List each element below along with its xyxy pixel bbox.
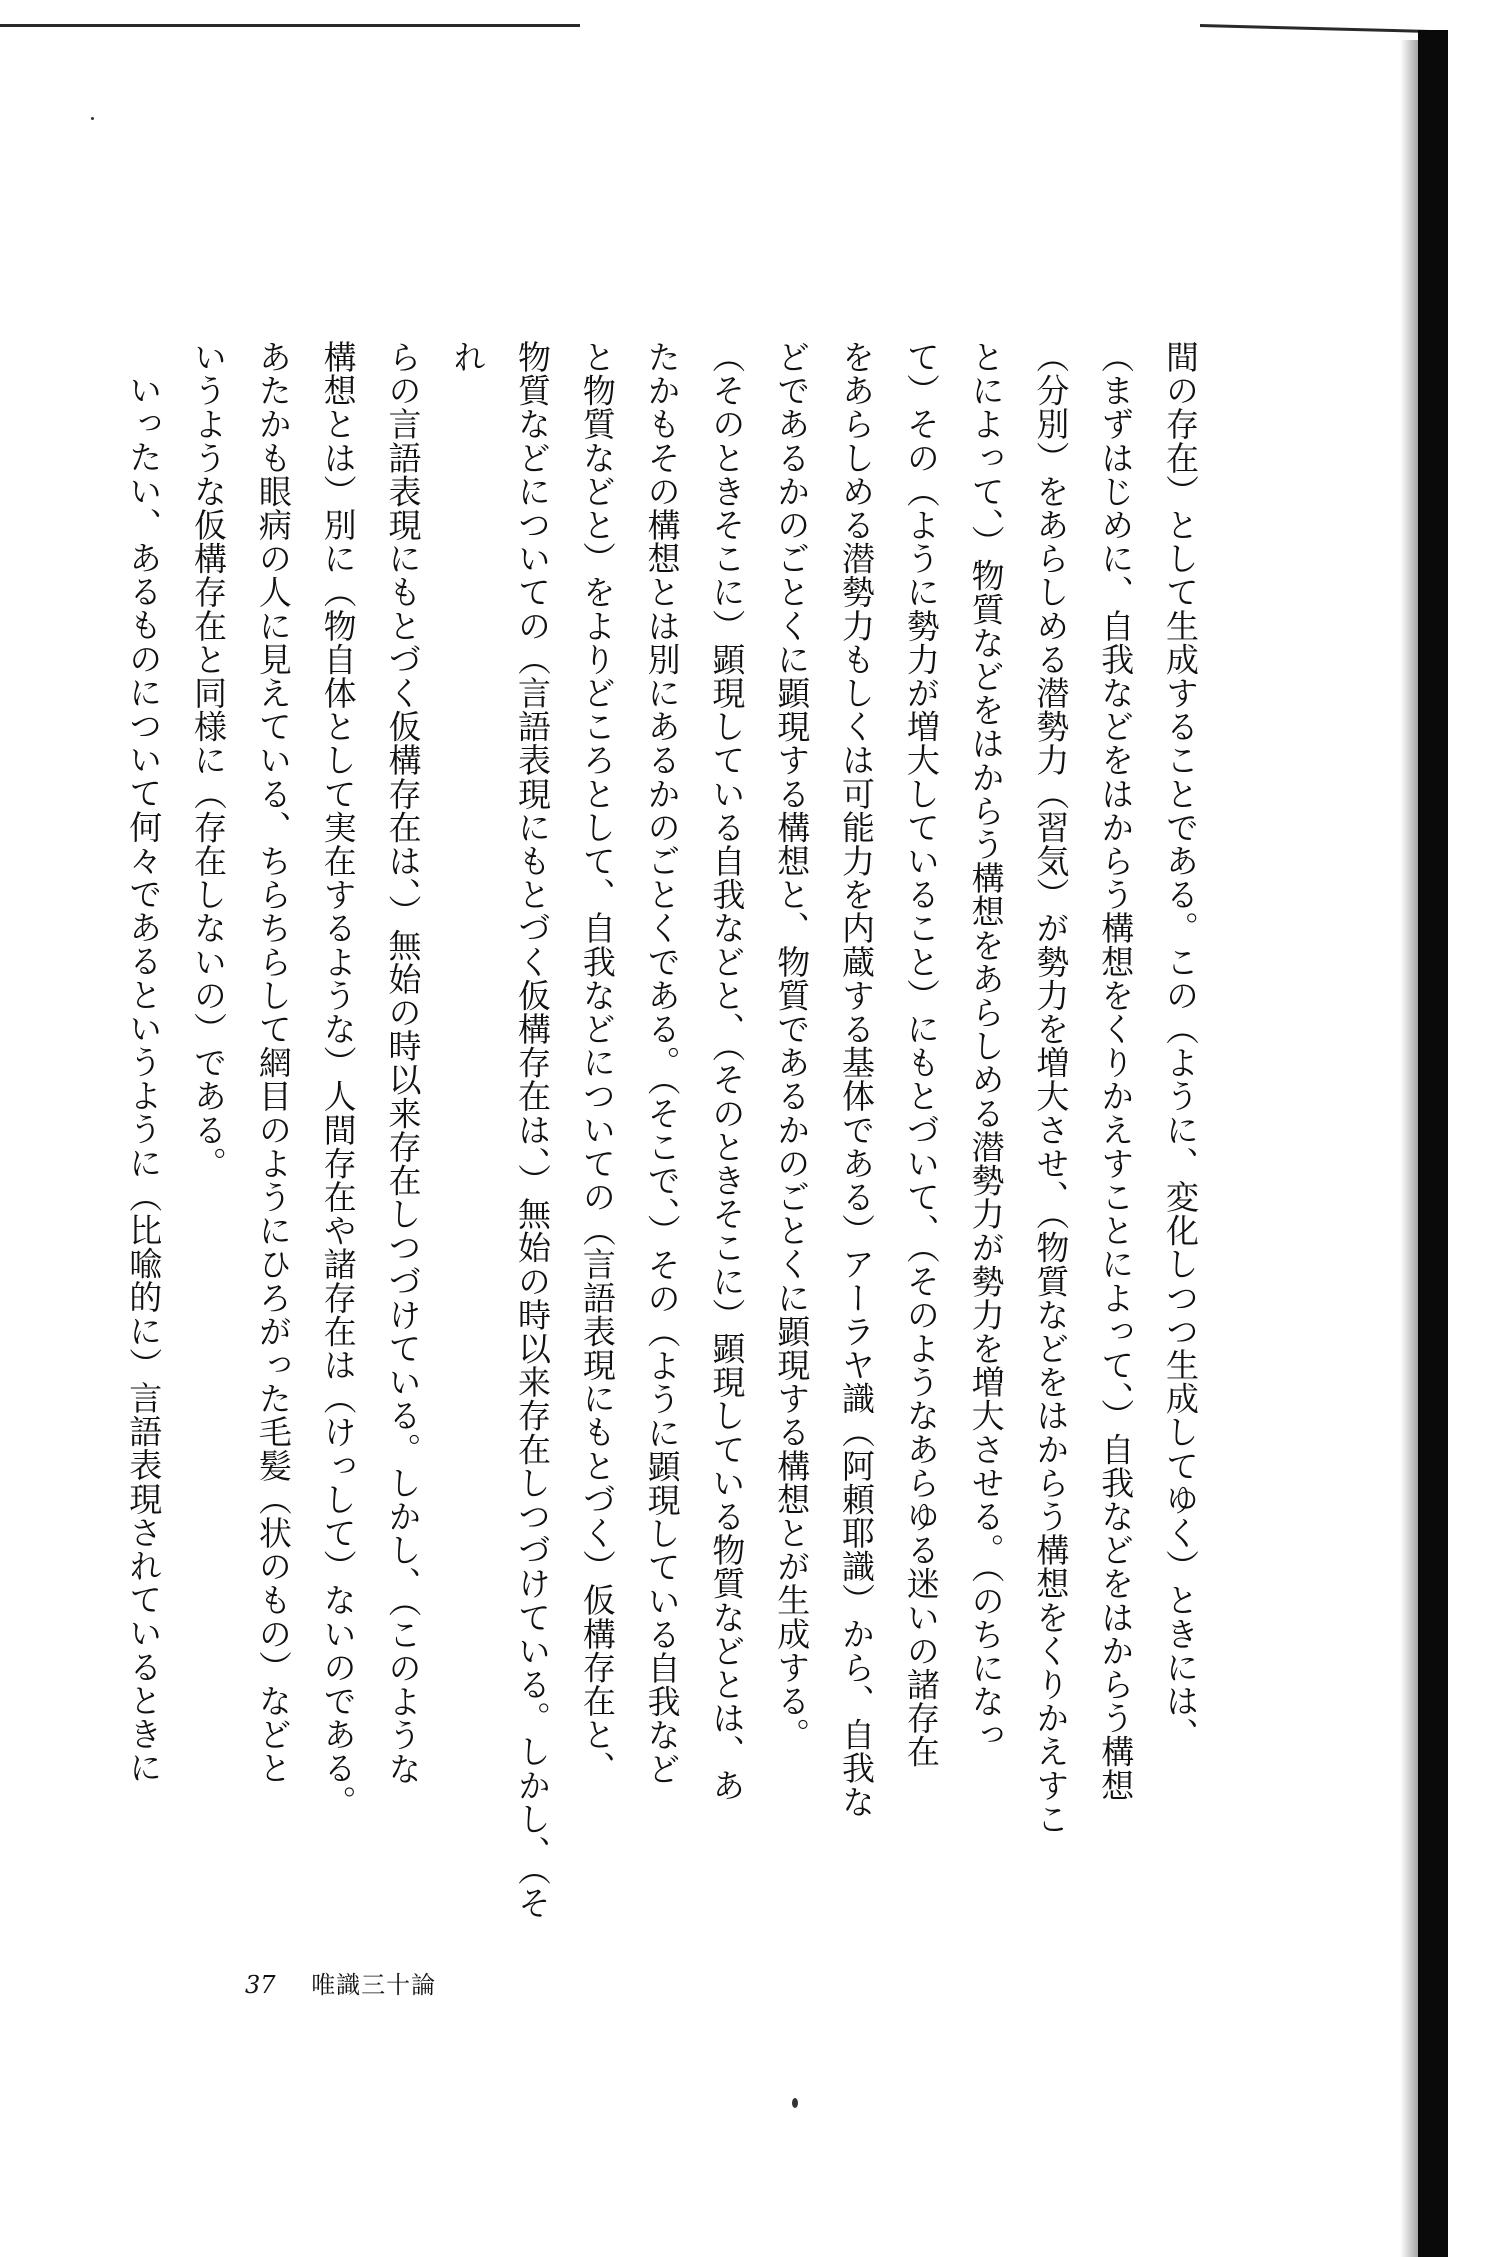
text-line: （そのときそこに）顕現している自我などと、（そのときそこに）顕現している物質などとは、あ	[707, 340, 747, 1802]
text-line: （まずはじめに、自我などをはからう構想をくりかえすことによって、）自我などをはからう構想	[1096, 340, 1136, 1802]
binding-edge	[1418, 30, 1448, 2257]
text-line: をあらしめる潜勢力もしくは可能力を内蔵する基体である）アーラヤ識（阿頼耶識）から、自我な	[837, 340, 877, 1819]
page-footer	[245, 1965, 436, 2000]
page-number: 37	[245, 1971, 276, 1999]
text-line: と物質などと）をよりどころとして、自我などについての（言語表現にもとづく）仮構存在と、	[577, 340, 617, 1785]
text-line: 物質などについての（言語表現にもとづく仮構存在は、）無始の時以来存在しつづけている。しかし、（それ	[448, 340, 553, 1920]
text-line: あたかも眼病の人に見えている、ちらちらして網目のようにひろがった毛髪（状のもの）などと	[253, 340, 293, 1785]
text-line: とによって、）物質などをはからう構想をあらしめる潜勢力が勢力を増大させる。（のちになっ	[966, 340, 1006, 1752]
ink-speck	[91, 117, 94, 120]
book-title: 唯識三十論	[311, 1971, 437, 1999]
ink-speck	[792, 2098, 798, 2108]
text-line: （分別）をあらしめる潜勢力（習気）が勢力を増大させ、（物質などをはからう構想をくりかえすこ	[1031, 340, 1071, 1836]
text-line: いうような仮構存在と同様に（存在しないの）である。	[189, 340, 229, 1180]
text-line: いったい、あるものについて何々であるというように（比喩的に）言語表現されているときに	[124, 373, 164, 1785]
text-line: 間の存在）として生成することである。この（ように、変化しつつ生成してゆく）ときには、	[1161, 340, 1200, 1752]
text-line: て）その（ように勢力が増大していること）にもとづいて、（そのようなあらゆる迷いの諸存在	[901, 340, 941, 1769]
text-line: らの言語表現にもとづく仮構存在は、）無始の時以来存在しつづけている。しかし、（このような	[383, 340, 423, 1786]
binding-shadow	[1400, 40, 1418, 2257]
top-rule	[0, 24, 580, 27]
text-line: どであるかのごとくに顕現する構想と、物質であるかのごとくに顕現する構想とが生成する。	[772, 340, 812, 1752]
text-line: 構想とは）別に（物自体として実在するような）人間存在や諸存在は（けっして）ないのである。	[318, 340, 358, 1819]
top-rule-right	[1200, 24, 1440, 33]
vertical-text-block	[110, 340, 1212, 1940]
text-line: たかもその構想とは別にあるかのごとくである。（そこで、）その（ように顕現している自我など	[642, 340, 682, 1786]
